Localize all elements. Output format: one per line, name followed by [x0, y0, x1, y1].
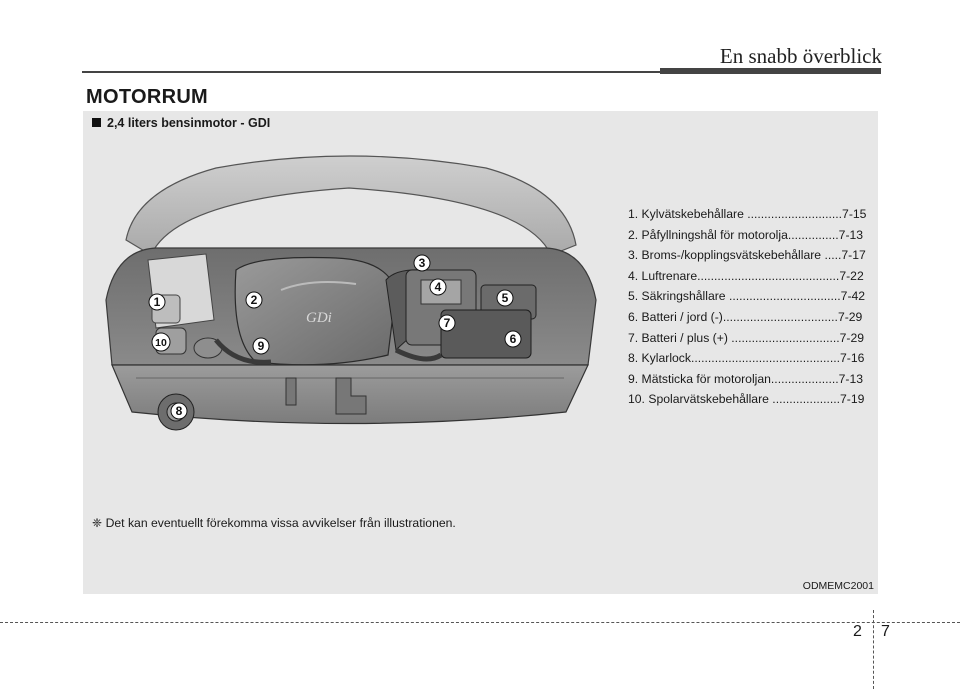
svg-text:3: 3	[418, 256, 426, 270]
page-number-divider	[873, 610, 874, 689]
figure-code: ODMEMC2001	[802, 580, 874, 592]
chapter-number: 2	[853, 623, 862, 640]
engine-subheading	[92, 116, 270, 130]
component-legend	[628, 204, 868, 410]
hood	[126, 156, 576, 255]
callout-1	[149, 294, 165, 310]
header-rule-accent	[660, 68, 881, 74]
legend-item: 5. Säkringshållare .................................7-42	[628, 289, 866, 304]
svg-text:6: 6	[509, 332, 517, 346]
callout-4	[430, 279, 446, 295]
svg-text:9: 9	[257, 339, 265, 353]
callout-7	[439, 315, 455, 331]
section-title: MOTORRUM	[86, 86, 209, 108]
legend-item: 7. Batteri / plus (+) ................................7-29	[628, 330, 865, 345]
svg-text:1: 1	[153, 295, 161, 309]
square-bullet-icon	[92, 118, 101, 127]
footer-rule	[0, 622, 960, 623]
svg-text:5: 5	[501, 291, 509, 305]
legend-item: 9. Mätsticka för motoroljan....................7-13	[628, 371, 864, 386]
svg-text:8: 8	[175, 404, 183, 418]
svg-text:2: 2	[250, 293, 258, 307]
engine-badge: GDi	[306, 310, 332, 326]
callout-8	[171, 403, 187, 419]
callout-3	[414, 255, 430, 271]
callout-2	[246, 292, 262, 308]
svg-text:7: 7	[443, 316, 451, 330]
legend-item: 10. Spolarvätskebehållare ....................7-19	[628, 392, 865, 407]
svg-text:4: 4	[434, 280, 442, 294]
callout-6	[505, 331, 521, 347]
legend-item: 3. Broms-/kopplingsvätskebehållare .....7-17	[628, 248, 866, 263]
legend-item: 4. Luftrenare..........................................7-22	[628, 268, 864, 283]
callout-5	[497, 290, 513, 306]
svg-text:10: 10	[155, 337, 167, 349]
page-number: 7	[881, 623, 890, 640]
engine-bay-illustration	[96, 150, 602, 440]
callout-9	[253, 338, 269, 354]
legend-item: 6. Batteri / jord (-)..................................7-29	[628, 309, 863, 324]
legend-item: 2. Påfyllningshål för motorolja...............7-13	[628, 227, 864, 242]
header-title: En snabb överblick	[719, 44, 882, 68]
engine-label: 2,4 liters bensinmotor - GDI	[107, 116, 271, 130]
legend-item: 1. Kylvätskebehållare ............................7-15	[628, 207, 867, 221]
legend-item: 8. Kylarlock............................................7-16	[628, 351, 865, 366]
callout-10	[152, 333, 170, 351]
illustration-note: ❈ Det kan eventuellt förekomma vissa avvikelser från illustrationen.	[92, 516, 456, 530]
